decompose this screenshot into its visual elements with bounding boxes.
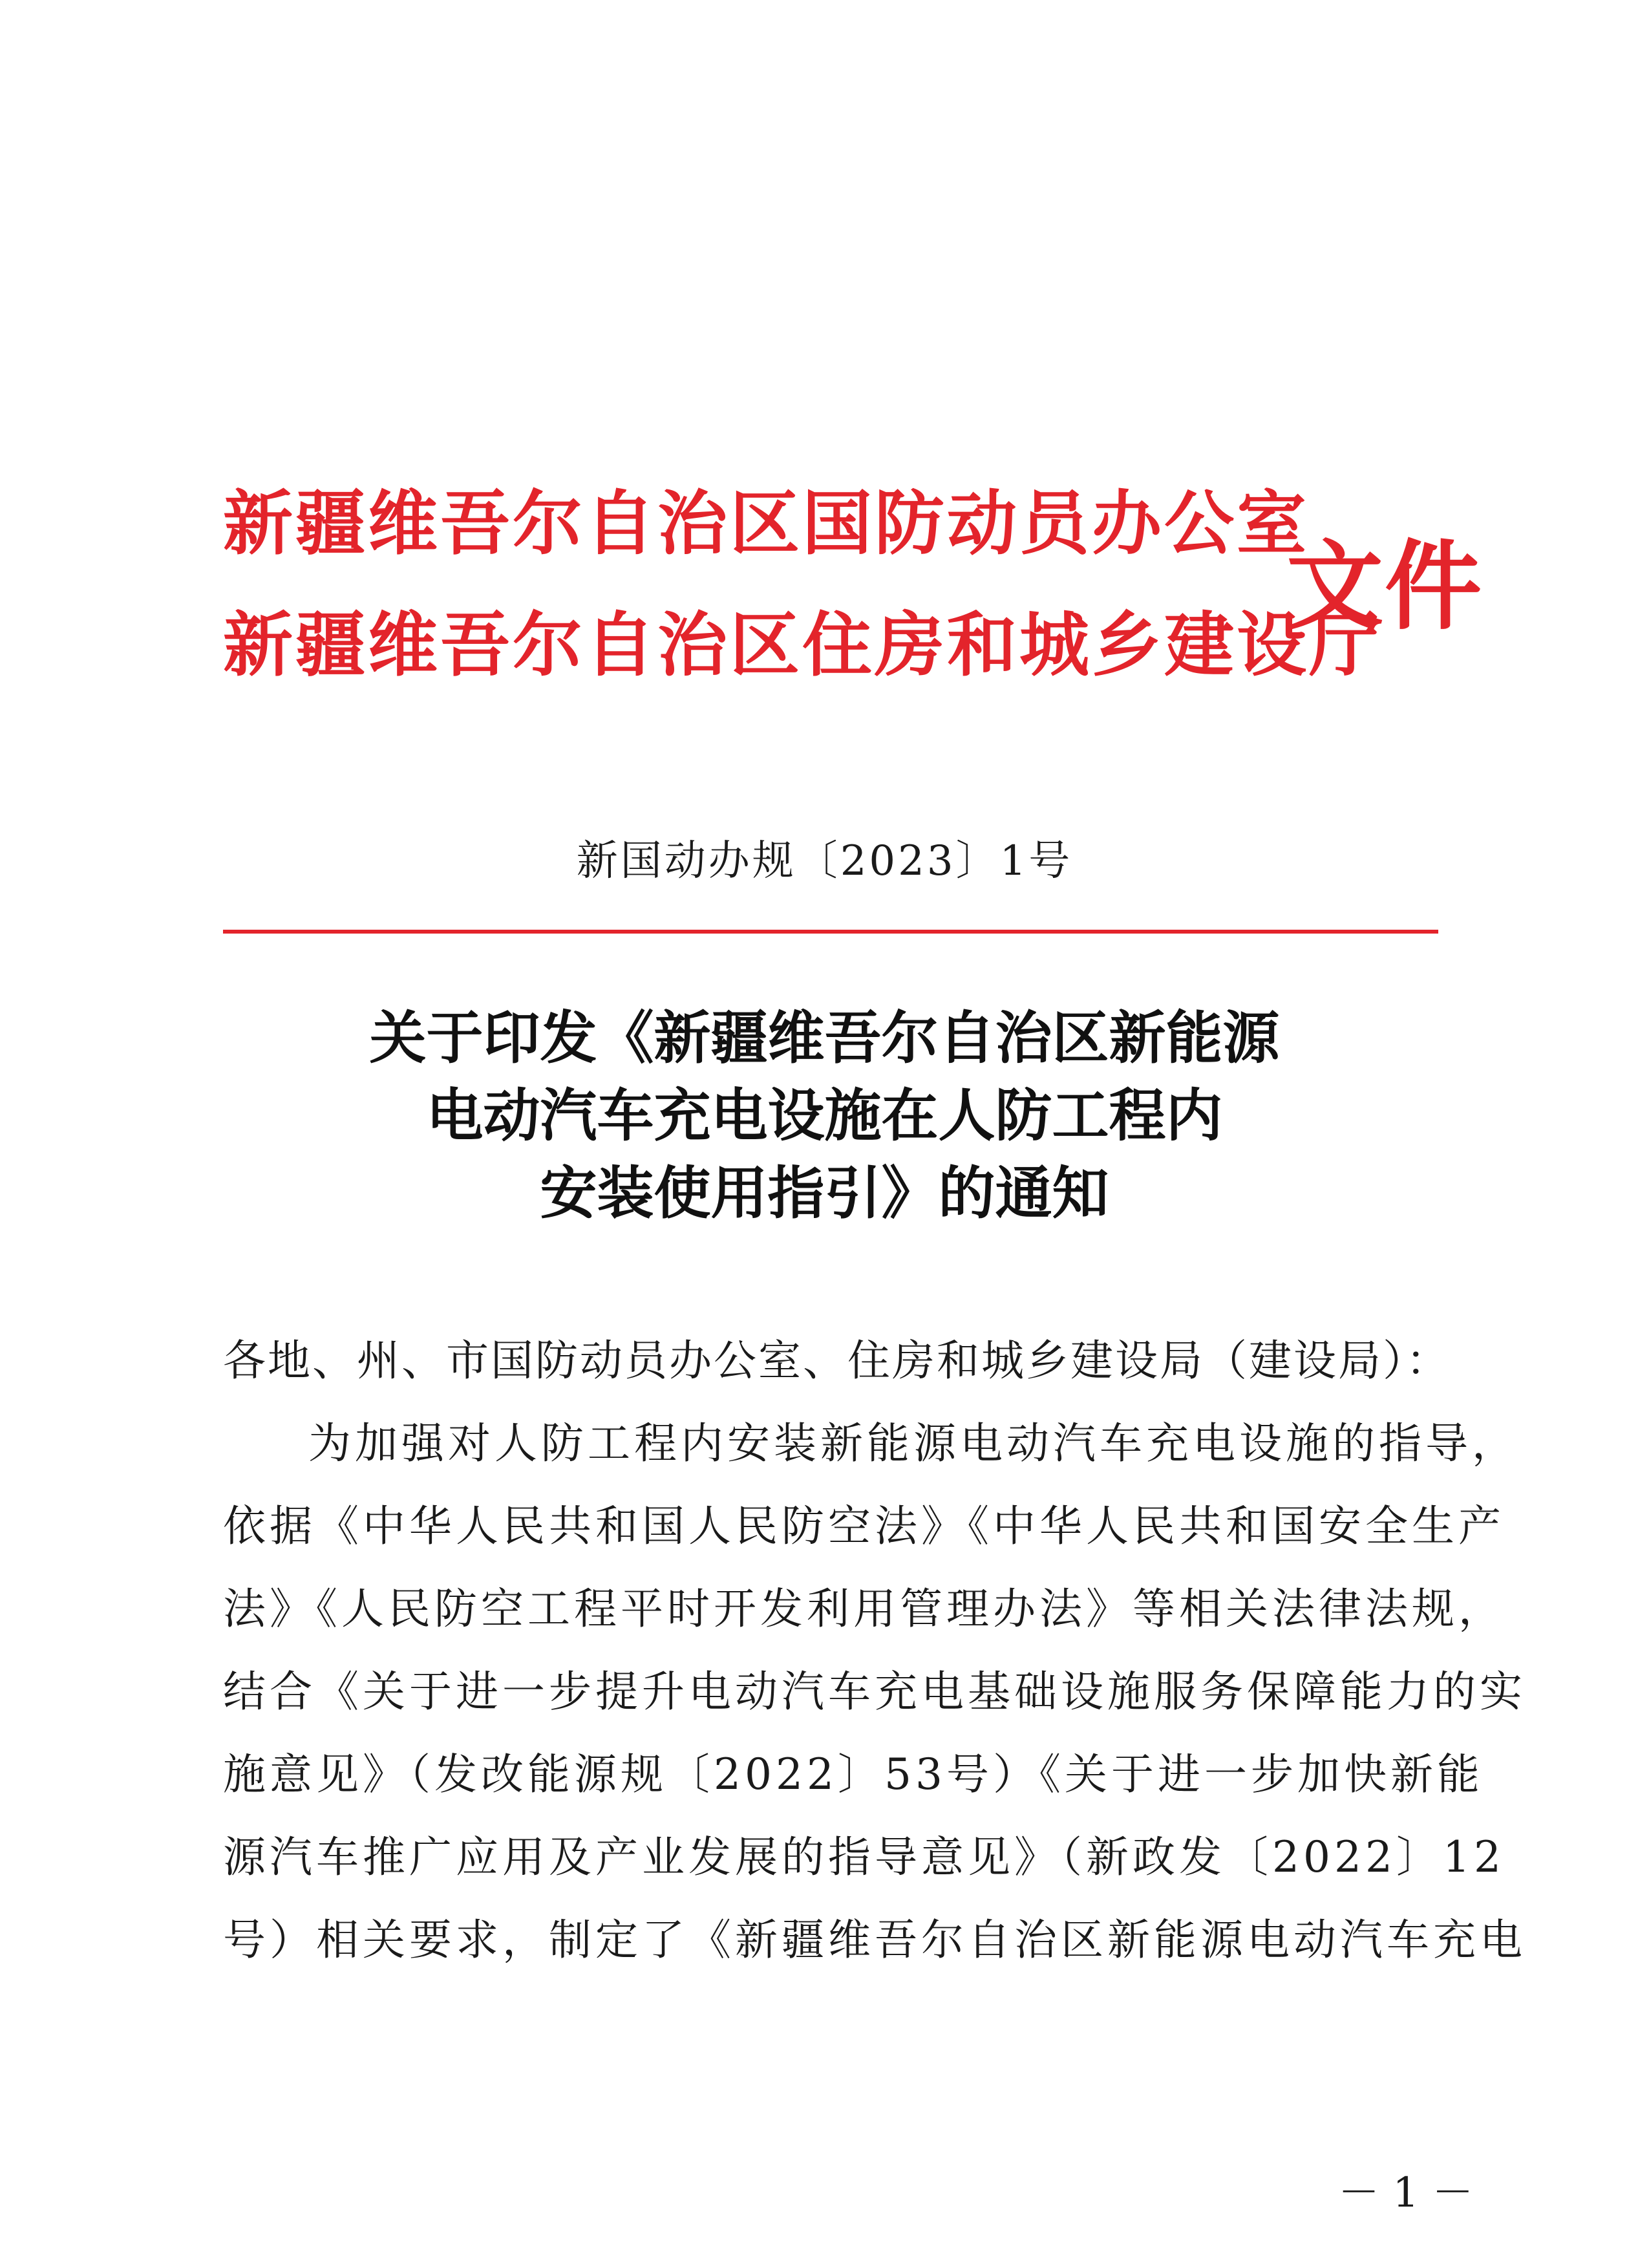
issuer-line-2: 新疆维吾尔自治区住房和城乡建设厅 [223,604,1382,686]
paragraph-line: 源汽车推广应用及产业发展的指导意见》（新政发〔2022〕12 [223,1832,1505,1882]
page-number: － 1 － [1338,2169,1474,2217]
title-line-3: 安装使用指引》的通知 [540,1159,1109,1226]
paragraph-line: 依据《中华人民共和国人民防空法》《中华人民共和国安全生产 [223,1501,1505,1551]
title-line-2: 电动汽车充电设施在人防工程内 [426,1082,1223,1149]
red-divider-line [223,930,1438,934]
title-line-1: 关于印发《新疆维吾尔自治区新能源 [369,1004,1280,1071]
paragraph-line: 为加强对人防工程内安装新能源电动汽车充电设施的指导， [308,1418,1518,1468]
document-number: 新国动办规〔2023〕1号 [576,837,1073,885]
paragraph-line: 结合《关于进一步提升电动汽车充电基础设施服务保障能力的实 [223,1667,1526,1717]
issuer-line-1: 新疆维吾尔自治区国防动员办公室 [223,483,1310,564]
salutation: 各地、州、市国防动员办公室、住房和城乡建设局（建设局）： [223,1336,1451,1385]
paragraph-line: 施意见》（发改能源规〔2022〕53号）《关于进一步加快新能 [223,1749,1484,1799]
paragraph-line: 号）相关要求，制定了《新疆维吾尔自治区新能源电动汽车充电 [223,1915,1526,1965]
doc-type-label: 文件 [1286,530,1484,643]
paragraph-line: 法》《人民防空工程平时开发利用管理办法》等相关法律法规， [223,1584,1505,1634]
document-title [0,999,1649,1232]
